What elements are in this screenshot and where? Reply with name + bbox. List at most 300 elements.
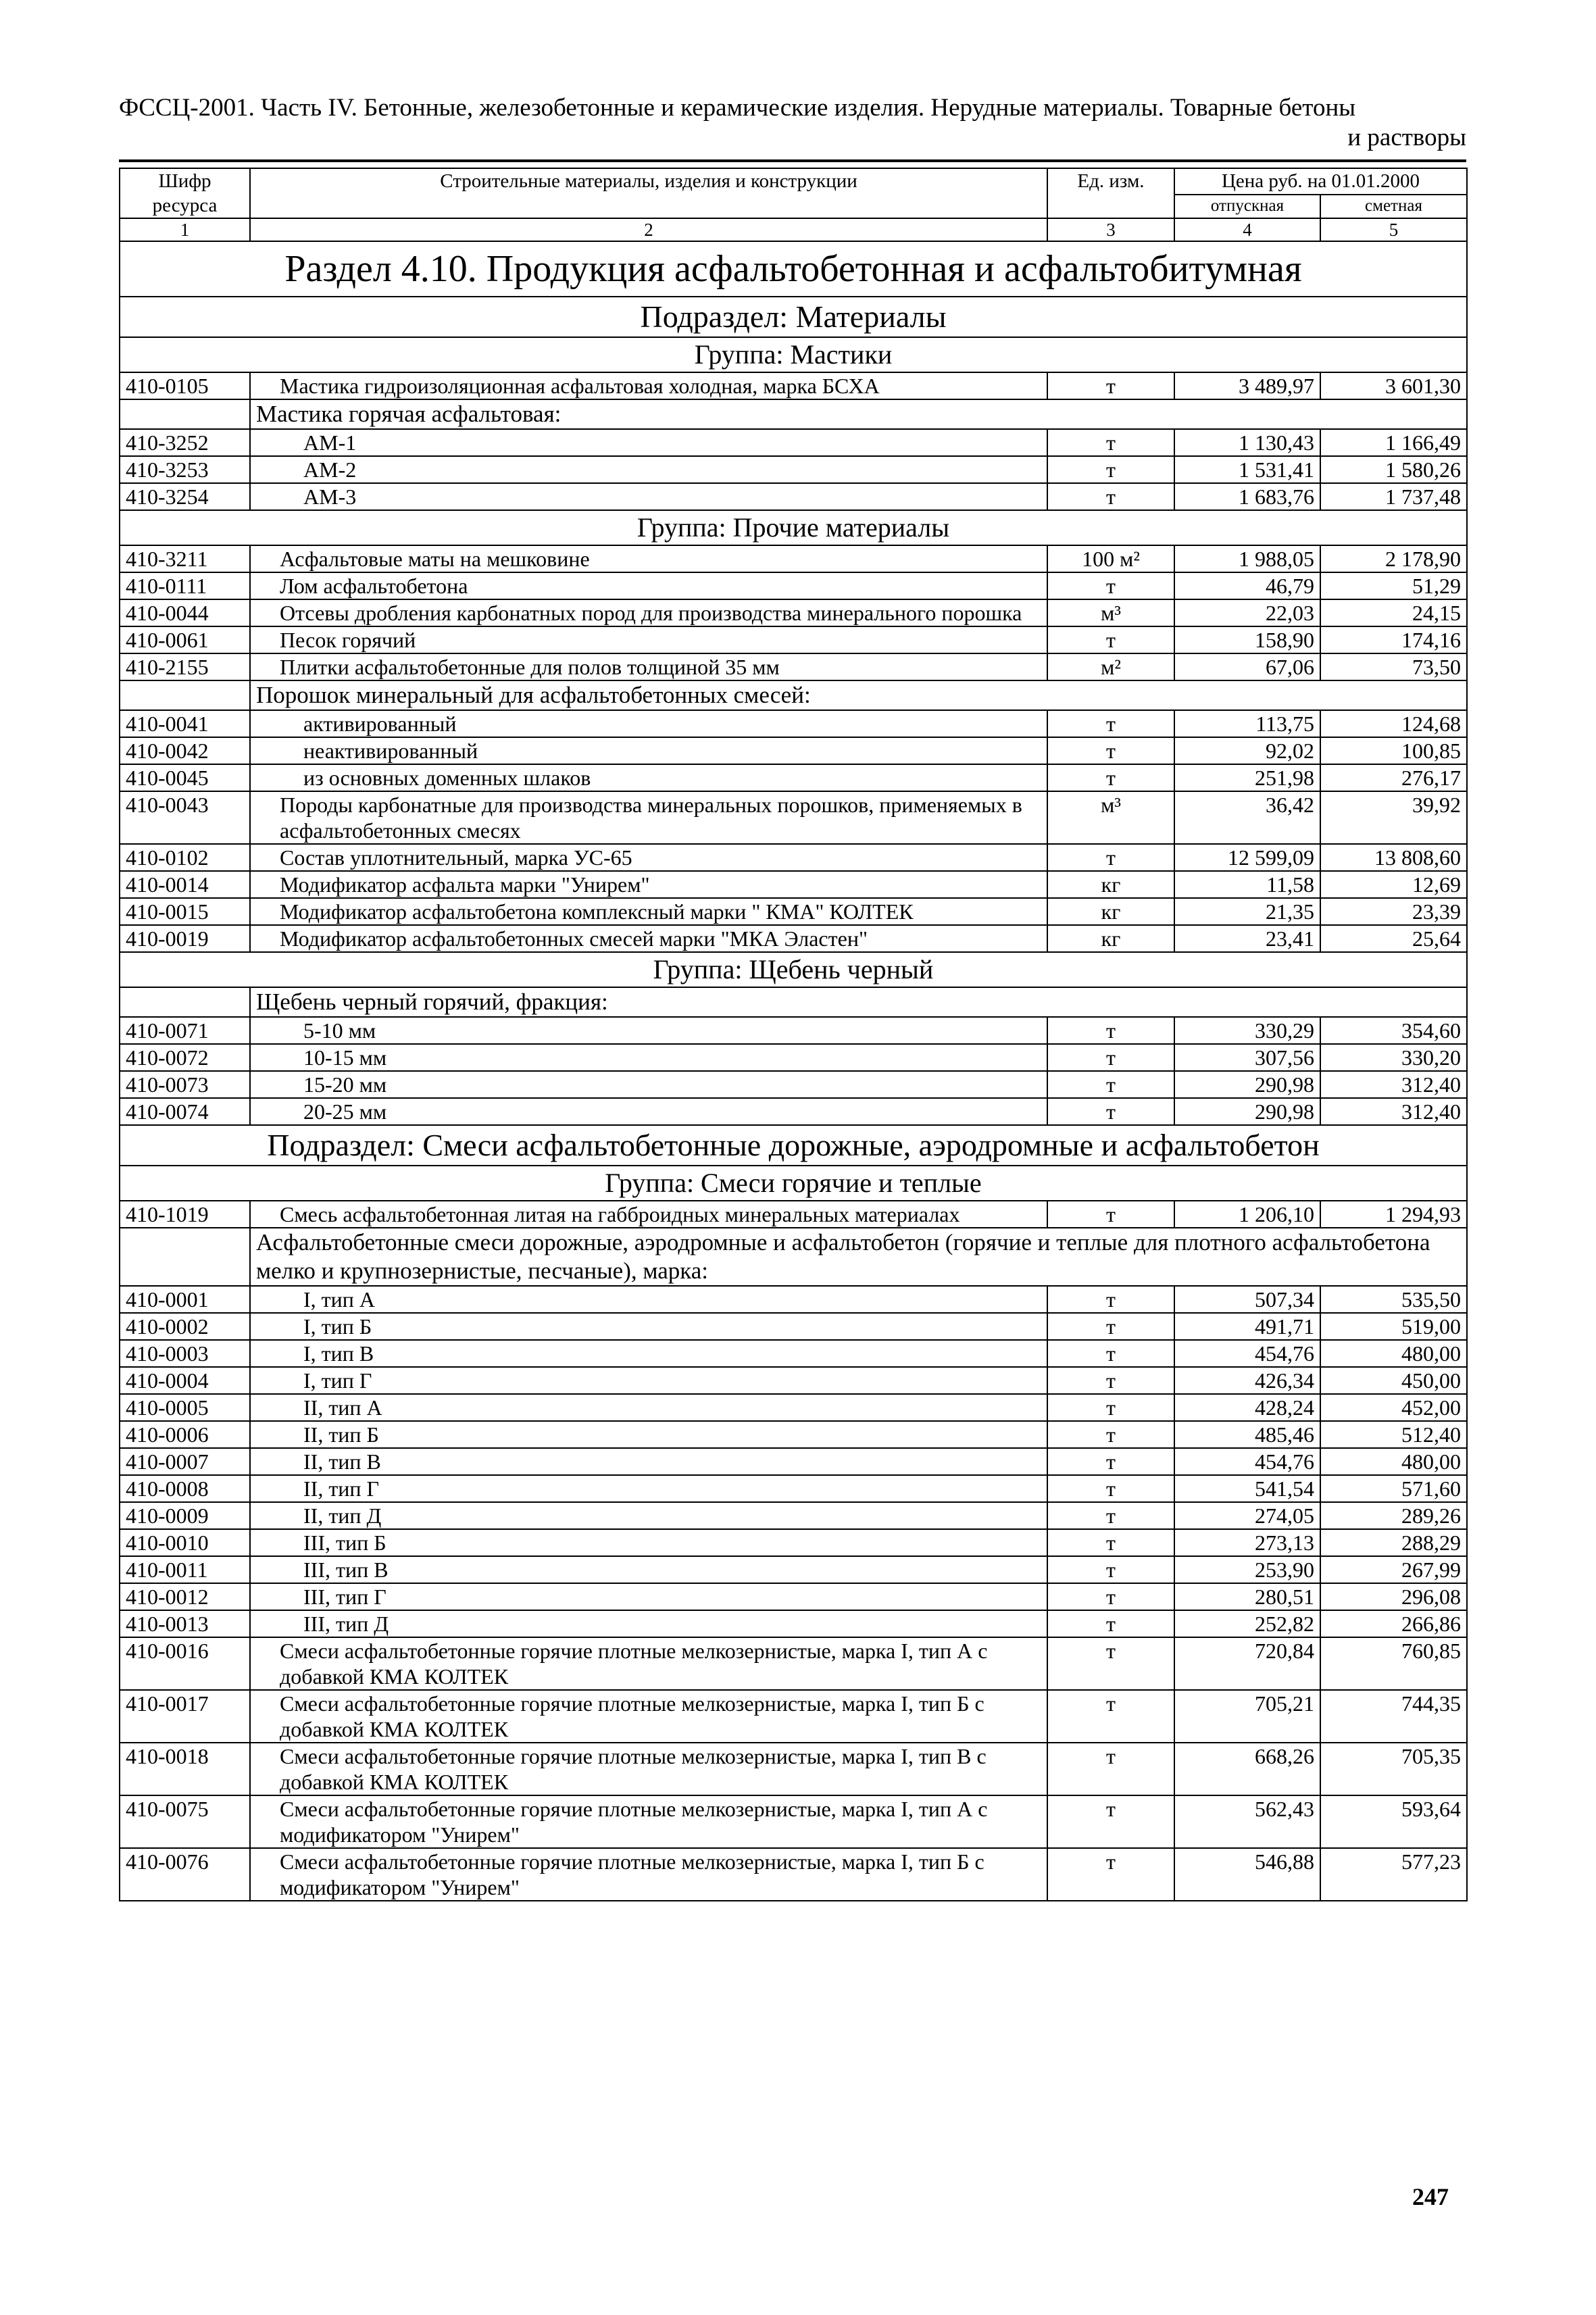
price-release: 1 206,10 [1174,1201,1320,1228]
material-name-cell [250,372,1047,399]
price-estimate: 452,00 [1320,1394,1467,1421]
table-row [120,1690,1467,1743]
material-name-cell [250,653,1047,680]
resource-code: 410-0012 [120,1583,250,1610]
price-estimate: 354,60 [1320,1017,1467,1044]
price-estimate: 100,85 [1320,737,1467,764]
material-name: 5-10 мм [303,1018,376,1043]
resource-code: 410-0042 [120,737,250,764]
price-estimate: 1 737,48 [1320,483,1467,510]
price-estimate: 705,35 [1320,1743,1467,1795]
price-estimate: 312,40 [1320,1098,1467,1125]
material-name: Смеси асфальтобетонные горячие плотные мелкозернистые, марка I, тип Б с добавкой КМА КОЛТЕК [280,1691,984,1741]
resource-code: 410-0006 [120,1421,250,1448]
price-estimate: 330,20 [1320,1044,1467,1071]
material-name-cell [250,710,1047,737]
group-label-code-cell [120,1228,250,1286]
price-release: 290,98 [1174,1071,1320,1098]
unit: т [1047,1313,1174,1340]
group-label-row [120,399,1467,429]
price-estimate: 480,00 [1320,1340,1467,1367]
price-release: 454,76 [1174,1448,1320,1475]
material-name-cell [250,1044,1047,1071]
unit: т [1047,1017,1174,1044]
table-row [120,483,1467,510]
material-name: II, тип А [303,1395,382,1420]
unit: т [1047,1529,1174,1556]
price-release: 113,75 [1174,710,1320,737]
material-name: I, тип А [303,1287,375,1312]
column-header-row [120,168,1467,195]
material-name: Состав уплотнительный, марка УС-65 [280,845,632,870]
price-release: 428,24 [1174,1394,1320,1421]
resource-code: 410-0019 [120,925,250,952]
column-header-price-release: отпускная [1174,195,1320,218]
material-name: Смеси асфальтобетонные горячие плотные мелкозернистые, марка I, тип Б с модификатором "Унирем" [280,1849,984,1899]
column-header-name: Строительные материалы, изделия и конструкции [250,168,1047,218]
resource-code: 410-0001 [120,1286,250,1313]
resource-code: 410-0074 [120,1098,250,1125]
unit: т [1047,1690,1174,1743]
table-row [120,791,1467,844]
unit: т [1047,737,1174,764]
price-release: 252,82 [1174,1610,1320,1637]
unit: кг [1047,871,1174,898]
material-name: 10-15 мм [303,1045,387,1070]
group-label-text: Асфальтобетонные смеси дорожные, аэродромные и асфальтобетон (горячие и теплые для плотного асфальтобетона мелко и крупнозернистые, песчаные), марка: [250,1228,1467,1286]
resource-code: 410-0076 [120,1848,250,1901]
price-release: 23,41 [1174,925,1320,952]
price-release: 3 489,97 [1174,372,1320,399]
unit: т [1047,1286,1174,1313]
price-estimate: 593,64 [1320,1795,1467,1848]
material-name-cell [250,1201,1047,1228]
price-estimate: 744,35 [1320,1690,1467,1743]
header-rule [119,159,1466,162]
price-release: 1 130,43 [1174,429,1320,456]
resource-code: 410-0007 [120,1448,250,1475]
material-name: из основных доменных шлаков [303,766,591,790]
price-release: 507,34 [1174,1286,1320,1313]
page-number: 247 [1412,2183,1449,2210]
material-name: АМ-1 [303,430,357,455]
unit: т [1047,1448,1174,1475]
material-name: II, тип Д [303,1503,382,1528]
unit: т [1047,710,1174,737]
table-row [120,1848,1467,1901]
material-name-cell [250,626,1047,653]
table-row [120,1044,1467,1071]
table-row [120,1071,1467,1098]
resource-code: 410-1019 [120,1201,250,1228]
resource-code: 410-0071 [120,1017,250,1044]
material-name-cell [250,1690,1047,1743]
unit: т [1047,456,1174,483]
table-row [120,1286,1467,1313]
material-name-cell [250,764,1047,791]
resource-code: 410-3253 [120,456,250,483]
unit: т [1047,1502,1174,1529]
unit: т [1047,1795,1174,1848]
price-estimate: 24,15 [1320,599,1467,626]
price-estimate: 480,00 [1320,1448,1467,1475]
table-row [120,456,1467,483]
resource-code: 410-0044 [120,599,250,626]
price-estimate: 535,50 [1320,1286,1467,1313]
price-estimate: 450,00 [1320,1367,1467,1394]
price-release: 307,56 [1174,1044,1320,1071]
price-release: 12 599,09 [1174,844,1320,871]
section-title-text: Раздел 4.10. Продукция асфальтобетонная и асфальтобитумная [120,241,1467,297]
material-name-cell [250,483,1047,510]
table-row [120,572,1467,599]
price-release: 720,84 [1174,1637,1320,1690]
price-estimate: 577,23 [1320,1848,1467,1901]
resource-code: 410-0005 [120,1394,250,1421]
resource-code: 410-0075 [120,1795,250,1848]
material-name-cell [250,925,1047,952]
table-row [120,545,1467,572]
unit: т [1047,1637,1174,1690]
price-estimate: 288,29 [1320,1529,1467,1556]
price-release: 46,79 [1174,572,1320,599]
price-estimate: 512,40 [1320,1421,1467,1448]
table-row [120,898,1467,925]
resource-code: 410-0102 [120,844,250,871]
material-name: Мастика гидроизоляционная асфальтовая холодная, марка БСХА [280,374,880,398]
price-release: 485,46 [1174,1421,1320,1448]
table-row [120,1394,1467,1421]
table-row [120,1795,1467,1848]
material-name-cell [250,1583,1047,1610]
group-label-row [120,1228,1467,1286]
unit: т [1047,483,1174,510]
section-title [120,241,1467,297]
table-row [120,1529,1467,1556]
material-name-cell [250,1098,1047,1125]
price-release: 491,71 [1174,1313,1320,1340]
table-row [120,764,1467,791]
resource-code: 410-0003 [120,1340,250,1367]
price-release: 426,34 [1174,1367,1320,1394]
unit: т [1047,1367,1174,1394]
resource-code: 410-0002 [120,1313,250,1340]
unit: т [1047,1098,1174,1125]
table-row [120,1313,1467,1340]
price-release: 280,51 [1174,1583,1320,1610]
column-header-code: Шифр ресурса [120,168,250,218]
material-name: Лом асфальтобетона [280,574,468,598]
group-label-text: Мастика горячая асфальтовая: [250,399,1467,429]
material-name-cell [250,1448,1047,1475]
price-estimate: 1 166,49 [1320,429,1467,456]
price-release: 274,05 [1174,1502,1320,1529]
price-release: 11,58 [1174,871,1320,898]
unit: т [1047,1201,1174,1228]
unit: т [1047,844,1174,871]
price-estimate: 1 294,93 [1320,1201,1467,1228]
material-name: III, тип В [303,1558,389,1582]
material-name-cell [250,1071,1047,1098]
table-row [120,1098,1467,1125]
page-header [119,93,1466,153]
material-name: Асфальтовые маты на мешковине [280,547,590,571]
column-number-3: 3 [1047,218,1174,241]
table-row [120,599,1467,626]
material-name: АМ-2 [303,457,357,482]
header-line-1: ФССЦ-2001. Часть IV. Бетонные, железобетонные и керамические изделия. Нерудные материалы. Товарные бетоны [119,94,1356,122]
price-estimate: 13 808,60 [1320,844,1467,871]
unit: т [1047,1044,1174,1071]
unit: т [1047,764,1174,791]
unit: т [1047,1475,1174,1502]
price-estimate: 3 601,30 [1320,372,1467,399]
group-label-code-cell [120,399,250,429]
price-estimate: 2 178,90 [1320,545,1467,572]
material-name: III, тип Д [303,1612,389,1636]
material-name: Смесь асфальтобетонная литая на габброидных минеральных материалах [280,1202,960,1226]
material-name: неактивированный [303,739,478,763]
unit: т [1047,1743,1174,1795]
material-name-cell [250,1286,1047,1313]
unit: т [1047,1071,1174,1098]
price-release: 330,29 [1174,1017,1320,1044]
material-name: I, тип В [303,1341,374,1366]
table-row [120,429,1467,456]
price-estimate: 267,99 [1320,1556,1467,1583]
price-estimate: 25,64 [1320,925,1467,952]
unit: м² [1047,653,1174,680]
material-name-cell [250,572,1047,599]
unit: т [1047,1610,1174,1637]
material-name-cell [250,871,1047,898]
material-name-cell [250,1421,1047,1448]
price-estimate: 519,00 [1320,1313,1467,1340]
group-label-row [120,987,1467,1017]
price-release: 1 988,05 [1174,545,1320,572]
table-row [120,1610,1467,1637]
group-title [120,510,1467,545]
resource-code: 410-2155 [120,653,250,680]
column-number-2: 2 [250,218,1047,241]
price-estimate: 276,17 [1320,764,1467,791]
group-label-row [120,680,1467,710]
material-name-cell [250,737,1047,764]
material-name: Смеси асфальтобетонные горячие плотные мелкозернистые, марка I, тип А с модификатором "Унирем" [280,1797,988,1847]
group-title-text: Группа: Смеси горячие и теплые [120,1166,1467,1201]
material-name-cell [250,1502,1047,1529]
price-release: 1 683,76 [1174,483,1320,510]
material-name: I, тип Г [303,1368,372,1393]
material-name: Модификатор асфальтобетонных смесей марки "МКА Эластен" [280,926,868,951]
resource-code: 410-3252 [120,429,250,456]
price-release: 454,76 [1174,1340,1320,1367]
material-name-cell [250,1313,1047,1340]
unit: кг [1047,925,1174,952]
table-row [120,1583,1467,1610]
material-name-cell [250,1610,1047,1637]
material-name: II, тип Б [303,1422,379,1447]
resource-code: 410-0004 [120,1367,250,1394]
resource-code: 410-0018 [120,1743,250,1795]
price-estimate: 23,39 [1320,898,1467,925]
unit: т [1047,1340,1174,1367]
material-name-cell [250,456,1047,483]
unit: кг [1047,898,1174,925]
resource-code: 410-0061 [120,626,250,653]
material-name-cell [250,844,1047,871]
table-row [120,1421,1467,1448]
price-release: 36,42 [1174,791,1320,844]
price-estimate: 296,08 [1320,1583,1467,1610]
material-name: III, тип Б [303,1530,386,1555]
unit: м³ [1047,599,1174,626]
material-name-cell [250,1017,1047,1044]
table-row [120,1201,1467,1228]
material-name: II, тип В [303,1449,381,1474]
price-estimate: 124,68 [1320,710,1467,737]
table-row [120,925,1467,952]
material-name: III, тип Г [303,1585,386,1609]
group-title [120,952,1467,987]
material-name-cell [250,1475,1047,1502]
material-name: Смеси асфальтобетонные горячие плотные мелкозернистые, марка I, тип А с добавкой КМА КОЛТЕК [280,1639,988,1689]
resource-code: 410-0015 [120,898,250,925]
price-estimate: 312,40 [1320,1071,1467,1098]
price-release: 67,06 [1174,653,1320,680]
table-row [120,1367,1467,1394]
material-name-cell [250,1394,1047,1421]
subsection-title [120,1125,1467,1166]
resource-code: 410-0111 [120,572,250,599]
table-row [120,871,1467,898]
header-line-2: и растворы [1347,124,1466,151]
material-name: 15-20 мм [303,1072,387,1097]
price-release: 546,88 [1174,1848,1320,1901]
material-name-cell [250,1529,1047,1556]
unit: т [1047,1421,1174,1448]
material-name: 20-25 мм [303,1099,387,1124]
table-row [120,737,1467,764]
material-name-cell [250,545,1047,572]
price-release: 92,02 [1174,737,1320,764]
resource-code: 410-0041 [120,710,250,737]
resource-code: 410-3211 [120,545,250,572]
table-row [120,1743,1467,1795]
group-title [120,337,1467,372]
table-row [120,1340,1467,1367]
material-name-cell [250,1848,1047,1901]
unit: т [1047,572,1174,599]
material-name: Смеси асфальтобетонные горячие плотные мелкозернистые, марка I, тип В с добавкой КМА КОЛТЕК [280,1744,987,1794]
column-number-row [120,218,1467,241]
material-name: I, тип Б [303,1314,372,1339]
resource-code: 410-0011 [120,1556,250,1583]
price-estimate: 266,86 [1320,1610,1467,1637]
material-name: Модификатор асфальтобетона комплексный марки " КМА" КОЛТЕК [280,899,914,924]
table-row [120,653,1467,680]
material-name-cell [250,898,1047,925]
group-label-text: Порошок минеральный для асфальтобетонных смесей: [250,680,1467,710]
column-number-1: 1 [120,218,250,241]
column-header-unit: Ед. изм. [1047,168,1174,218]
table-row [120,844,1467,871]
price-release: 290,98 [1174,1098,1320,1125]
price-release: 253,90 [1174,1556,1320,1583]
group-label-code-cell [120,680,250,710]
resource-code: 410-0043 [120,791,250,844]
material-name: Плитки асфальтобетонные для полов толщиной 35 мм [280,655,780,679]
unit: т [1047,372,1174,399]
table-row [120,1502,1467,1529]
price-estimate: 39,92 [1320,791,1467,844]
unit: 100 м² [1047,545,1174,572]
table-row [120,710,1467,737]
unit: т [1047,626,1174,653]
material-name: Модификатор асфальта марки "Унирем" [280,872,650,897]
material-name: Отсевы дробления карбонатных пород для производства минерального порошка [280,601,1022,625]
resource-code: 410-0045 [120,764,250,791]
unit: т [1047,1848,1174,1901]
material-name: активированный [303,712,457,736]
resource-code: 410-0016 [120,1637,250,1690]
subsection-title-text: Подраздел: Смеси асфальтобетонные дорожные, аэродромные и асфальтобетон [120,1125,1467,1166]
material-name-cell [250,1367,1047,1394]
unit: м³ [1047,791,1174,844]
table-row [120,1017,1467,1044]
resource-code: 410-0013 [120,1610,250,1637]
price-release: 705,21 [1174,1690,1320,1743]
resource-code: 410-0009 [120,1502,250,1529]
material-name: Песок горячий [280,628,416,652]
material-name-cell [250,599,1047,626]
price-table [119,168,1468,1901]
table-row [120,1448,1467,1475]
material-name-cell [250,1795,1047,1848]
price-release: 668,26 [1174,1743,1320,1795]
resource-code: 410-0017 [120,1690,250,1743]
price-estimate: 289,26 [1320,1502,1467,1529]
table-row [120,626,1467,653]
material-name-cell [250,1743,1047,1795]
group-title [120,1166,1467,1201]
price-estimate: 760,85 [1320,1637,1467,1690]
material-name-cell [250,1637,1047,1690]
column-number-5: 5 [1320,218,1467,241]
price-release: 541,54 [1174,1475,1320,1502]
material-name: АМ-3 [303,484,357,509]
material-name-cell [250,429,1047,456]
price-table-body [120,168,1467,1901]
column-header-price-estimate: сметная [1320,195,1467,218]
subsection-title [120,297,1467,337]
table-row [120,372,1467,399]
group-title-text: Группа: Щебень черный [120,952,1467,987]
price-release: 273,13 [1174,1529,1320,1556]
column-header-price: Цена руб. на 01.01.2000 [1174,168,1467,195]
price-estimate: 1 580,26 [1320,456,1467,483]
unit: т [1047,1556,1174,1583]
resource-code: 410-0072 [120,1044,250,1071]
column-number-4: 4 [1174,218,1320,241]
unit: т [1047,429,1174,456]
price-estimate: 51,29 [1320,572,1467,599]
resource-code: 410-0008 [120,1475,250,1502]
group-title-text: Группа: Мастики [120,337,1467,372]
price-estimate: 174,16 [1320,626,1467,653]
price-estimate: 12,69 [1320,871,1467,898]
material-name: II, тип Г [303,1476,380,1501]
